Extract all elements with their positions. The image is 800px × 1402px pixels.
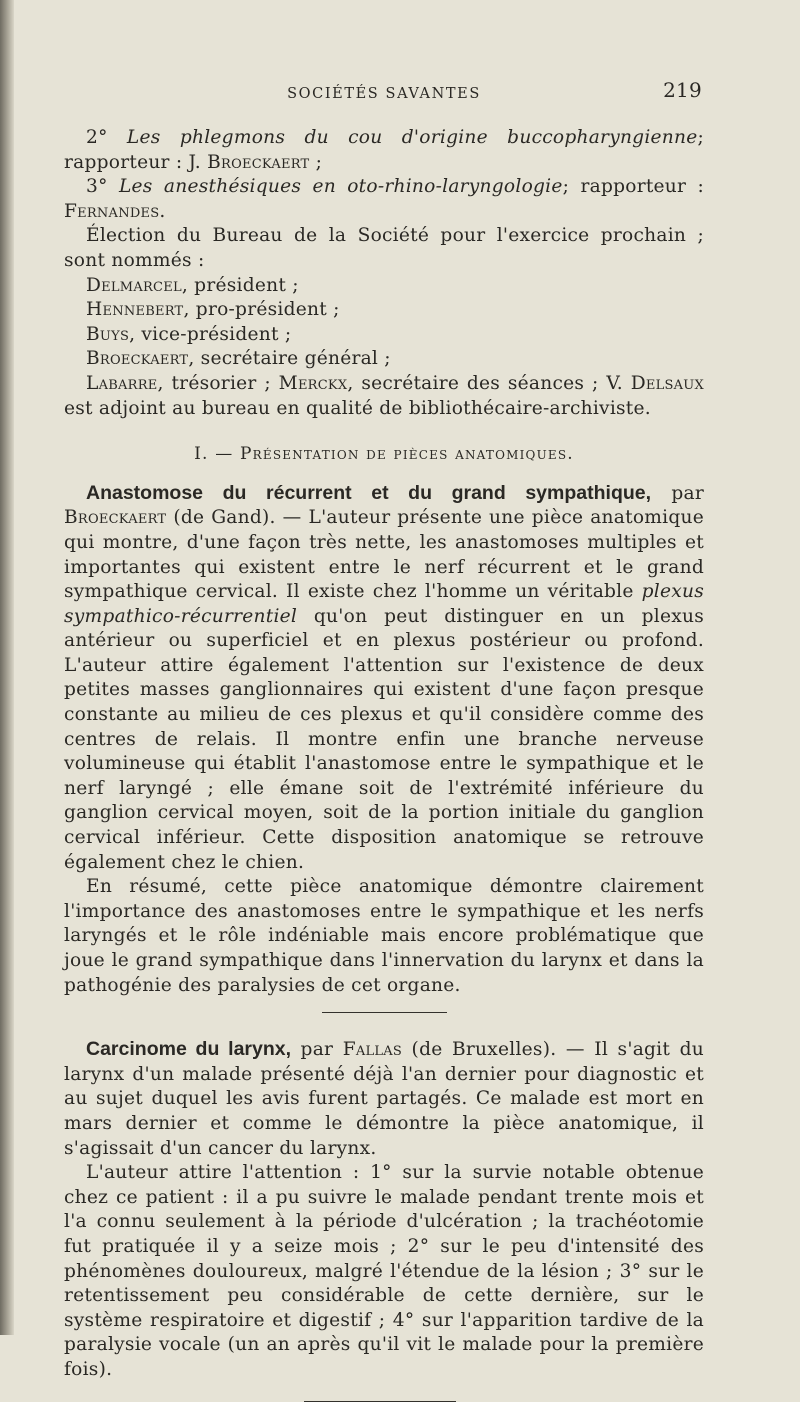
running-title: SOCIÉTÉS SAVANTES: [287, 86, 481, 102]
member-name: Hennebert: [86, 299, 184, 321]
rapporteur-name: Broeckaert: [207, 151, 310, 173]
section-heading: [64, 442, 704, 467]
member-role: , président ;: [181, 274, 299, 296]
member-name: Merckx: [278, 372, 348, 394]
item-text: ;: [309, 151, 323, 173]
bureau-member: [64, 298, 704, 323]
member-name: Delmarcel: [86, 274, 182, 296]
member-role: , trésorier ;: [157, 372, 279, 394]
article-author: Fallas: [342, 1039, 403, 1061]
article-paragraph: [64, 481, 704, 876]
article-heading: Carcinome du larynx,: [86, 1038, 292, 1061]
article-paragraph: [64, 1037, 704, 1161]
italic-term: plexus sympathico-récurrentiel: [64, 581, 704, 627]
running-header: [64, 76, 704, 106]
separator-rule: [322, 1012, 447, 1013]
item-number: 2°: [86, 127, 127, 148]
member-name: Delsaux: [630, 372, 704, 394]
article-author: Broeckaert: [64, 507, 167, 529]
rapporteur-name: Fernandes: [64, 200, 160, 222]
list-item-2: [64, 126, 704, 175]
list-item-3: [64, 175, 704, 224]
member-role: , secrétaire général ;: [188, 348, 391, 370]
member-role: , vice-président ;: [129, 323, 292, 345]
member-role: , pro-président ;: [183, 299, 340, 321]
bureau-member: [64, 323, 704, 348]
member-role: est adjoint au bureau en qualité de bibliothécaire-archiviste.: [64, 397, 651, 419]
book-page: [64, 76, 704, 1402]
member-name: Buys: [86, 323, 130, 345]
bureau-member: [64, 347, 704, 372]
article-text: par: [651, 482, 704, 504]
item-text: .: [159, 200, 166, 222]
article-text: par: [291, 1039, 343, 1061]
item-text: ; rapporteur : J.: [64, 127, 704, 173]
item-title: Les anesthésiques en oto-rhino-laryngologie: [118, 176, 563, 198]
article-text: Il s'agit du larynx d'un malade présenté déjà l'an dernier pour diagnostic et au sujet duquel les avis furent partagés. Ce malade est mort en mars dernier et comme le démontre la pièce anatomique, il s'agissait d'un cancer du larynx.: [64, 1039, 704, 1159]
member-name: Labarre: [86, 372, 158, 394]
election-intro: Élection du Bureau de la Société pour l'exercice prochain ; sont nommés :: [64, 225, 704, 271]
article-heading: Anastomose du récurrent et du grand sympathique,: [86, 481, 652, 504]
item-number: 3°: [86, 176, 119, 198]
member-role: , secrétaire des séances ; V.: [347, 372, 631, 394]
end-rule: [304, 1401, 456, 1402]
article-text: qu'on peut distinguer en un plexus antérieur ou superficiel et en plexus postérieur ou profond. L'auteur attire également l'attention sur l'existence de deux petites masses ganglionnaires qui existent d'une façon presque constante au milieu de ces plexus et qu'il considère comme des centres de relais. Il montre enfin une branche nerveuse volumineuse qui établit l'anastomose entre le sympathique et le nerf laryngé ; elle émane soit de l'extrémité inférieure du ganglion cervical moyen, soit de la portion initiale du ganglion cervical inférieur. Cette disposition anatomique se retrouve également chez le chien.: [64, 605, 704, 873]
article-text: L'auteur présente une pièce anatomique qui montre, d'une façon très nette, les anastomoses multiples et importantes qui existent entre le nerf récurrent et le grand sympathique cervical. Il existe chez l'homme un véritable: [64, 507, 704, 603]
item-title: Les phlegmons du cou d'origine buccopharyngienne: [126, 127, 698, 148]
article-paragraph: En résumé, cette pièce anatomique démontre clairement l'importance des anastomoses entre le sympathique et les nerfs laryngés et le rôle indéniable mais encore problématique que joue le grand sympathique dans l'innervation du larynx et dans la pathogénie des paralysies de cet organe.: [64, 876, 704, 996]
item-text: ; rapporteur :: [562, 176, 704, 198]
article-text: (de Gand). —: [166, 507, 309, 529]
section-title: I. — Présentation de pièces anatomiques.: [194, 444, 574, 465]
bureau-member-line: [64, 372, 704, 421]
article-paragraph: L'auteur attire l'attention : 1° sur la survie notable obtenue chez ce patient : il a pu suivre le malade pendant trente mois et l'a connu seulement à la période d'ulcération ; la trachéotomie fut pratiquée il y a seize mois ; 2° sur le peu d'intensité des phénomènes douloureux, malgré l'étendue de la lésion ; 3° sur le retentissement peu considérable de cette dernière, sur le système respiratoire et digestif ; 4° sur l'apparition tardive de la paralysie vocale (un an après qu'il vit le malade pour la première fois).: [64, 1162, 704, 1380]
bureau-member: [64, 274, 704, 299]
article-text: (de Bruxelles). —: [402, 1039, 595, 1061]
member-name: Broeckaert: [86, 348, 189, 370]
book-spine-shadow: [0, 0, 14, 1335]
page-number: 219: [663, 78, 702, 102]
